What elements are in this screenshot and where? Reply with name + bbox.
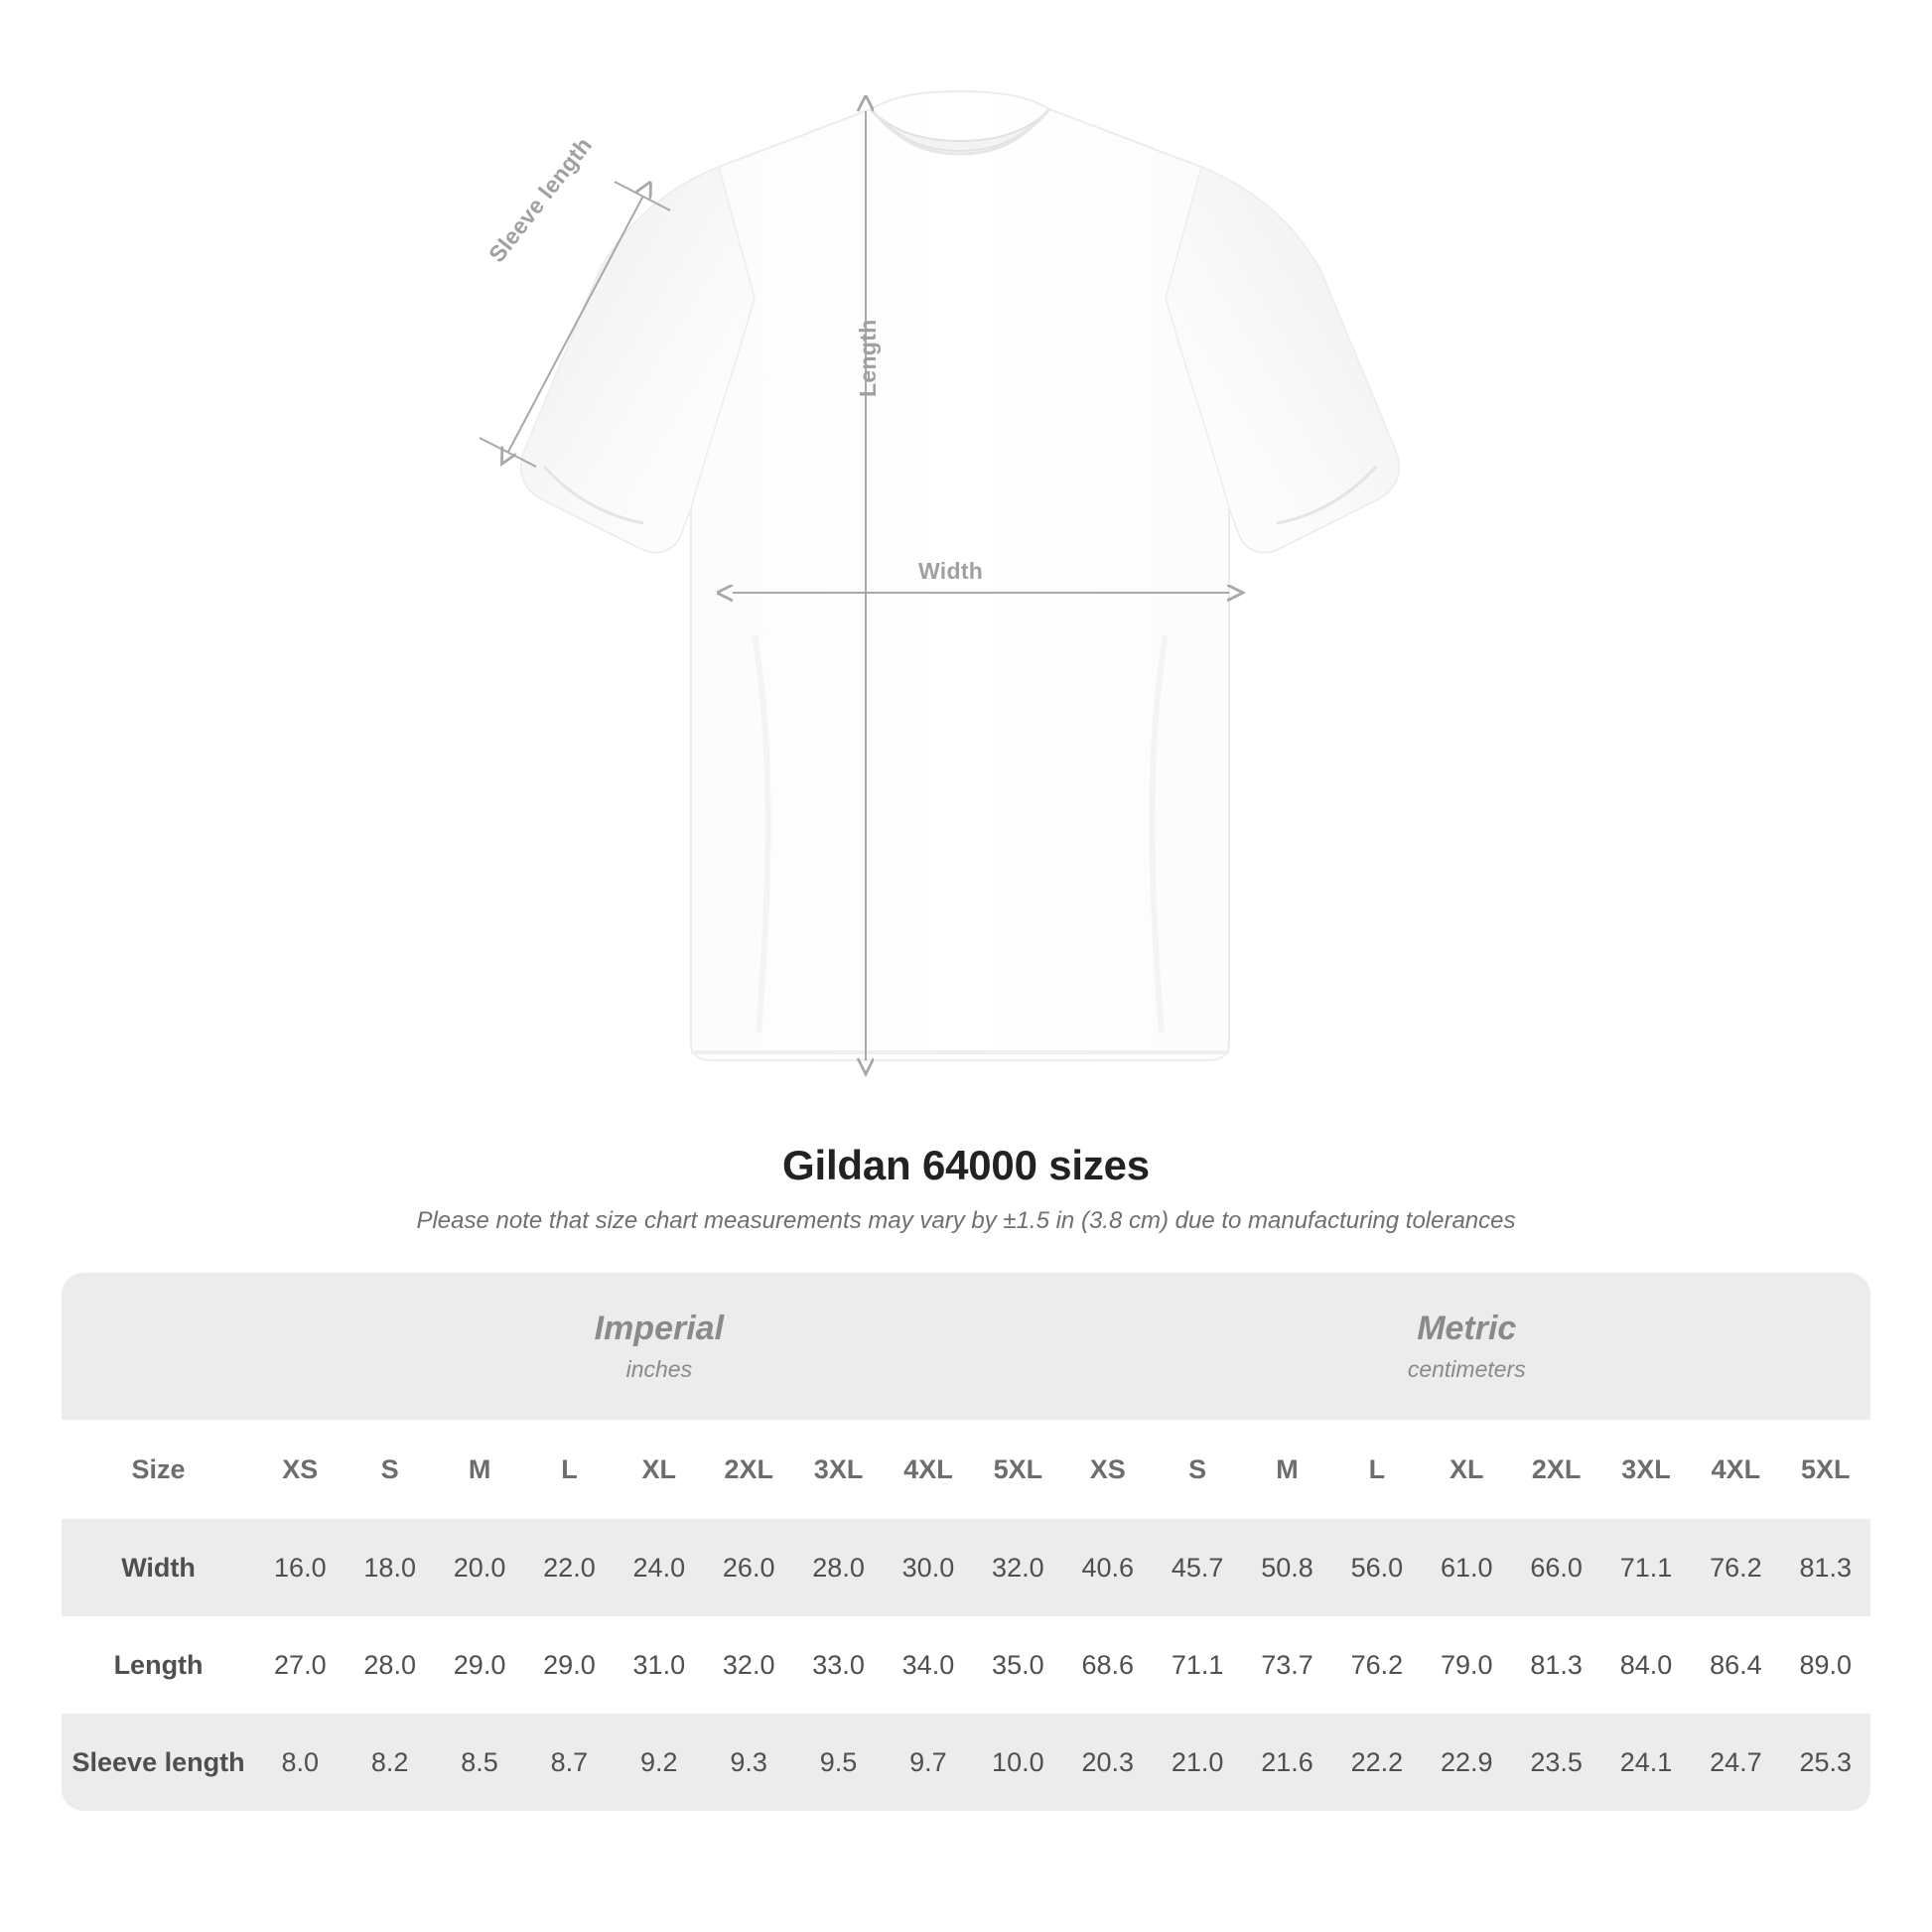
size-header-cell: M <box>435 1420 524 1519</box>
row-label-sleeve-length: Sleeve length <box>62 1714 255 1811</box>
table-cell: 56.0 <box>1332 1519 1422 1616</box>
size-header-label: Size <box>62 1420 255 1519</box>
table-cell: 20.0 <box>435 1519 524 1616</box>
table-cell: 10.0 <box>973 1714 1062 1811</box>
table-cell: 9.3 <box>704 1714 793 1811</box>
table-cell: 81.3 <box>1511 1616 1600 1714</box>
size-header-row <box>62 1420 1870 1519</box>
size-header-cell: 5XL <box>1781 1420 1870 1519</box>
table-cell: 29.0 <box>524 1616 614 1714</box>
table-cell: 8.5 <box>435 1714 524 1811</box>
banner-spacer <box>62 1273 255 1420</box>
table-cell: 21.6 <box>1242 1714 1331 1811</box>
size-header-cell: L <box>524 1420 614 1519</box>
table-cell: 25.3 <box>1781 1714 1870 1811</box>
length-dimension-label: Length <box>855 319 881 397</box>
table-cell: 84.0 <box>1601 1616 1691 1714</box>
table-cell: 8.2 <box>345 1714 435 1811</box>
imperial-unit-label: inches <box>625 1356 693 1382</box>
table-cell: 76.2 <box>1332 1616 1422 1714</box>
table-cell: 45.7 <box>1153 1519 1242 1616</box>
metric-banner <box>1063 1273 1870 1420</box>
table-cell: 71.1 <box>1153 1616 1242 1714</box>
table-row <box>62 1616 1870 1714</box>
width-dimension-label: Width <box>918 558 984 584</box>
table-cell: 9.2 <box>615 1714 704 1811</box>
table-cell: 27.0 <box>255 1616 345 1714</box>
table-cell: 21.0 <box>1153 1714 1242 1811</box>
table-cell: 73.7 <box>1242 1616 1331 1714</box>
table-cell: 79.0 <box>1422 1616 1511 1714</box>
sleeve-length-dimension-label: Sleeve length <box>483 132 598 268</box>
table-row <box>62 1519 1870 1616</box>
table-cell: 66.0 <box>1511 1519 1600 1616</box>
size-header-cell: 5XL <box>973 1420 1062 1519</box>
page-title: Gildan 64000 sizes <box>782 1142 1150 1188</box>
size-header-cell: 4XL <box>1691 1420 1780 1519</box>
table-cell: 24.1 <box>1601 1714 1691 1811</box>
table-row <box>62 1714 1870 1811</box>
size-header-cell: 4XL <box>884 1420 973 1519</box>
table-cell: 22.0 <box>524 1519 614 1616</box>
system-banner-row <box>62 1273 1870 1420</box>
table-cell: 9.5 <box>793 1714 883 1811</box>
table-cell: 76.2 <box>1691 1519 1780 1616</box>
table-cell: 81.3 <box>1781 1519 1870 1616</box>
size-header-cell: XL <box>615 1420 704 1519</box>
table-cell: 26.0 <box>704 1519 793 1616</box>
size-header-cell: S <box>1153 1420 1242 1519</box>
size-header-cell: XS <box>255 1420 345 1519</box>
table-cell: 32.0 <box>704 1616 793 1714</box>
size-header-cell: L <box>1332 1420 1422 1519</box>
table-cell: 18.0 <box>345 1519 435 1616</box>
table-cell: 35.0 <box>973 1616 1062 1714</box>
size-header-cell: XS <box>1063 1420 1153 1519</box>
table-cell: 31.0 <box>615 1616 704 1714</box>
table-cell: 61.0 <box>1422 1519 1511 1616</box>
size-header-cell: 3XL <box>1601 1420 1691 1519</box>
table-cell: 30.0 <box>884 1519 973 1616</box>
table-cell: 33.0 <box>793 1616 883 1714</box>
table-cell: 24.7 <box>1691 1714 1780 1811</box>
table-cell: 22.2 <box>1332 1714 1422 1811</box>
table-cell: 34.0 <box>884 1616 973 1714</box>
table-cell: 16.0 <box>255 1519 345 1616</box>
size-header-cell: 2XL <box>1511 1420 1600 1519</box>
table-cell: 29.0 <box>435 1616 524 1714</box>
table-cell: 23.5 <box>1511 1714 1600 1811</box>
size-header-cell: M <box>1242 1420 1331 1519</box>
table-cell: 28.0 <box>793 1519 883 1616</box>
table-cell: 68.6 <box>1063 1616 1153 1714</box>
size-table <box>62 1273 1870 1811</box>
table-cell: 9.7 <box>884 1714 973 1811</box>
table-cell: 20.3 <box>1063 1714 1153 1811</box>
table-cell: 86.4 <box>1691 1616 1780 1714</box>
size-header-cell: XL <box>1422 1420 1511 1519</box>
row-label-length: Length <box>62 1616 255 1714</box>
size-header-cell: 3XL <box>793 1420 883 1519</box>
title-block <box>0 1142 1932 1235</box>
table-cell: 89.0 <box>1781 1616 1870 1714</box>
size-header-cell: 2XL <box>704 1420 793 1519</box>
size-header-cell: S <box>345 1420 435 1519</box>
metric-system-label: Metric <box>1417 1310 1517 1347</box>
row-label-width: Width <box>62 1519 255 1616</box>
table-cell: 8.0 <box>255 1714 345 1811</box>
table-cell: 22.9 <box>1422 1714 1511 1811</box>
tolerance-note: Please note that size chart measurements may vary by ±1.5 in (3.8 cm) due to manufacturing tolerances <box>416 1207 1516 1234</box>
imperial-system-label: Imperial <box>594 1310 725 1347</box>
metric-unit-label: centimeters <box>1407 1356 1526 1382</box>
size-table-wrapper <box>62 1273 1870 1811</box>
table-cell: 40.6 <box>1063 1519 1153 1616</box>
table-cell: 71.1 <box>1601 1519 1691 1616</box>
table-cell: 28.0 <box>345 1616 435 1714</box>
imperial-banner <box>255 1273 1062 1420</box>
table-cell: 8.7 <box>524 1714 614 1811</box>
table-cell: 32.0 <box>973 1519 1062 1616</box>
table-cell: 50.8 <box>1242 1519 1331 1616</box>
table-cell: 24.0 <box>615 1519 704 1616</box>
